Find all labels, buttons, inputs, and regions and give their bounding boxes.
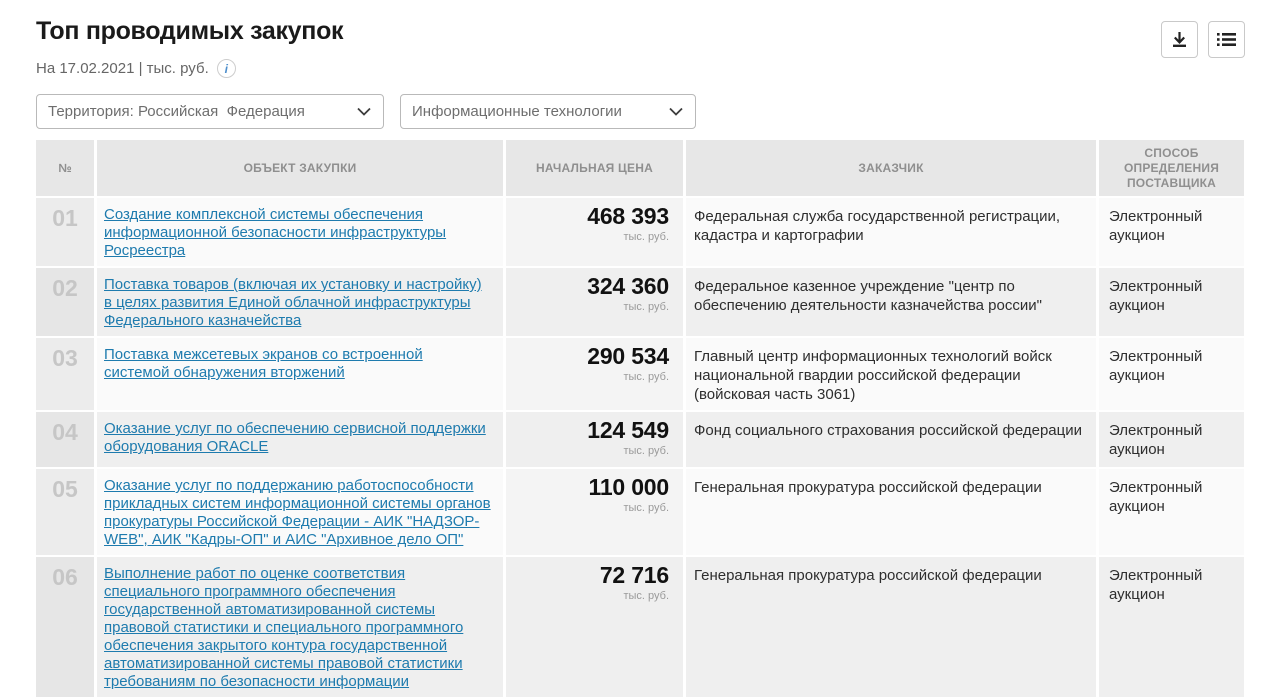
price-cell xyxy=(506,469,683,555)
procurement-link[interactable]: Поставка товаров (включая их установку и настройку) в целях развития Единой облачной инфраструктуры Федерального казначейства xyxy=(104,276,482,329)
price-unit: тыс. руб. xyxy=(623,301,669,313)
download-button[interactable] xyxy=(1161,21,1198,58)
price-value: 110 000 xyxy=(588,474,669,500)
price-cell xyxy=(506,268,683,336)
row-number: 02 xyxy=(36,268,94,336)
customer-cell: Генеральная прокуратура российской федерации xyxy=(686,557,1096,697)
page-title: Топ проводимых закупок xyxy=(36,17,344,45)
procurement-link[interactable]: Поставка межсетевых экранов со встроенной системой обнаружения вторжений xyxy=(104,346,423,381)
download-icon xyxy=(1170,30,1189,49)
price-unit: тыс. руб. xyxy=(623,590,669,602)
customer-cell: Генеральная прокуратура российской федерации xyxy=(686,469,1096,555)
object-cell xyxy=(97,198,503,266)
price-unit: тыс. руб. xyxy=(623,502,669,514)
method-cell: Электронный аукцион xyxy=(1099,469,1244,555)
procurement-link[interactable]: Создание комплексной системы обеспечения информационной безопасности инфраструктуры Росреестра xyxy=(104,206,447,259)
procurement-table xyxy=(36,140,1244,697)
column-header-customer: ЗАКАЗЧИК xyxy=(686,140,1096,196)
procurement-link[interactable]: Оказание услуг по поддержанию работоспособности прикладных систем информационной системы органов прокуратуры Российской Федерации - АИК "НАДЗОР-WEB", АИК "Кадры-ОП" и АИС "Архивное дело ОП" xyxy=(104,477,491,548)
object-cell xyxy=(97,412,503,467)
price-value: 124 549 xyxy=(587,417,669,443)
price-unit: тыс. руб. xyxy=(623,445,669,457)
customer-cell: Федеральная служба государственной регистрации, кадастра и картографии xyxy=(686,198,1096,266)
method-cell: Электронный аукцион xyxy=(1099,412,1244,467)
object-cell xyxy=(97,338,503,410)
list-icon xyxy=(1216,31,1237,48)
chevron-down-icon xyxy=(357,107,371,116)
price-unit: тыс. руб. xyxy=(623,371,669,383)
row-number: 01 xyxy=(36,198,94,266)
chevron-down-icon xyxy=(669,107,683,116)
date-and-units: На 17.02.2021 | тыс. руб. xyxy=(36,60,209,77)
column-header-method: СПОСОБ ОПРЕДЕЛЕНИЯ ПОСТАВЩИКА xyxy=(1099,140,1244,196)
price-value: 468 393 xyxy=(587,203,669,229)
row-number: 03 xyxy=(36,338,94,410)
procurement-link[interactable]: Выполнение работ по оценке соответствия специального программного обеспечения государственной автоматизированной системы правовой статистики и специального программного обеспечения закрытого контура государственной автоматизированной системы правовой статистики требованиям по безопасности информации xyxy=(104,565,464,690)
price-unit: тыс. руб. xyxy=(623,231,669,243)
object-cell xyxy=(97,469,503,555)
price-cell xyxy=(506,412,683,467)
subtitle-row xyxy=(36,59,236,78)
price-value: 72 716 xyxy=(599,562,669,588)
price-cell xyxy=(506,338,683,410)
method-cell: Электронный аукцион xyxy=(1099,557,1244,697)
column-header-object: ОБЪЕКТ ЗАКУПКИ xyxy=(97,140,503,196)
territory-dropdown[interactable] xyxy=(36,94,384,129)
method-cell: Электронный аукцион xyxy=(1099,198,1244,266)
toolbar xyxy=(1161,21,1245,58)
list-view-button[interactable] xyxy=(1208,21,1245,58)
row-number: 04 xyxy=(36,412,94,467)
column-header-num: № xyxy=(36,140,94,196)
price-cell xyxy=(506,198,683,266)
price-value: 324 360 xyxy=(587,273,669,299)
procurement-link[interactable]: Оказание услуг по обеспечению сервисной поддержки оборудования ORACLE xyxy=(104,420,486,455)
customer-cell: Фонд социального страхования российской федерации xyxy=(686,412,1096,467)
info-icon[interactable]: i xyxy=(217,59,236,78)
price-cell xyxy=(506,557,683,697)
category-dropdown-value: Информационные технологии xyxy=(412,103,622,120)
method-cell: Электронный аукцион xyxy=(1099,338,1244,410)
row-number: 06 xyxy=(36,557,94,697)
customer-cell: Федеральное казенное учреждение "центр по обеспечению деятельности казначейства россии" xyxy=(686,268,1096,336)
filters xyxy=(36,94,696,129)
column-header-price: НАЧАЛЬНАЯ ЦЕНА xyxy=(506,140,683,196)
customer-cell: Главный центр информационных технологий войск национальной гвардии российской федерации (войсковая часть 3061) xyxy=(686,338,1096,410)
category-dropdown[interactable] xyxy=(400,94,696,129)
territory-dropdown-value: Территория: Российская Федерация xyxy=(48,103,305,120)
row-number: 05 xyxy=(36,469,94,555)
object-cell xyxy=(97,268,503,336)
object-cell xyxy=(97,557,503,697)
method-cell: Электронный аукцион xyxy=(1099,268,1244,336)
price-value: 290 534 xyxy=(587,343,669,369)
